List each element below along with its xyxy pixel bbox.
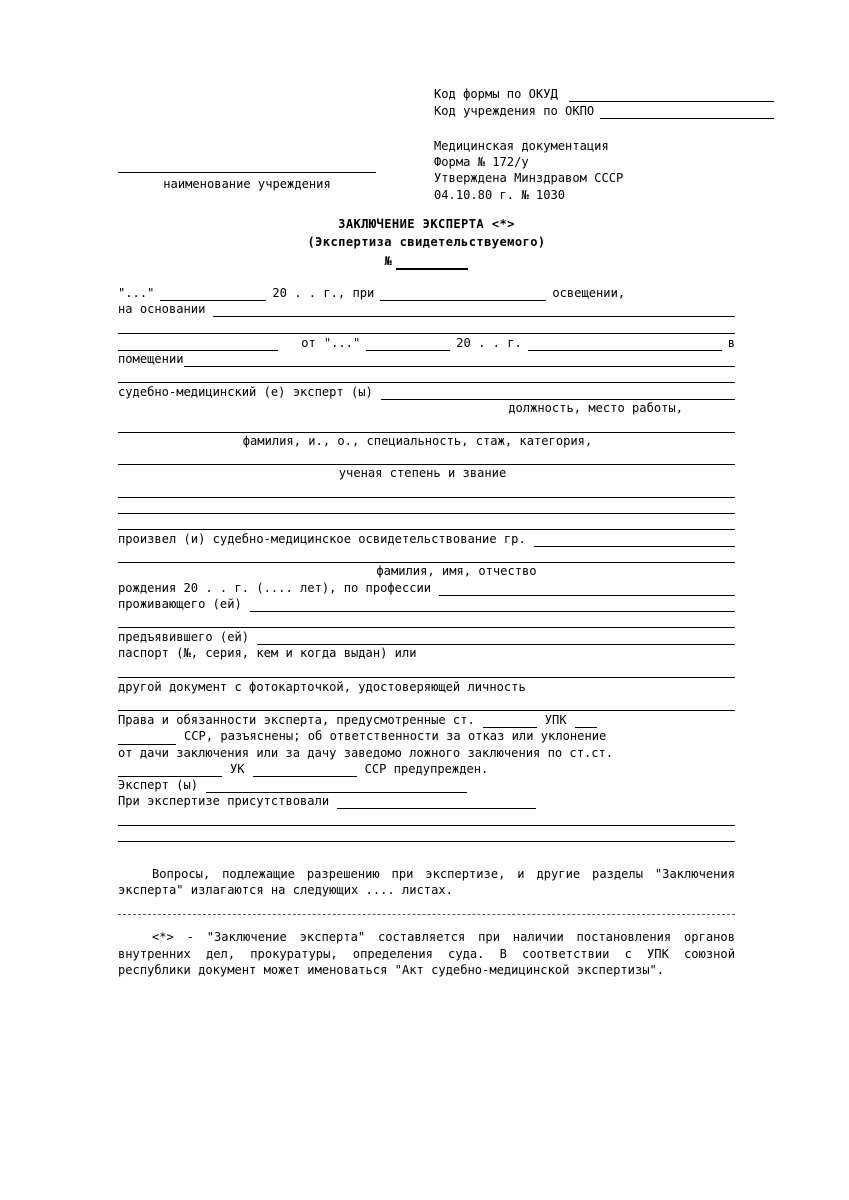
birth-label: рождения 20 . . г. (.... лет), по профессии [118,580,432,595]
date-lighting-row [118,285,735,301]
basis-row [118,301,735,317]
rights-row-2 [118,728,735,744]
presented-label: предъявившего (ей) [118,630,250,645]
birth-row [118,580,735,596]
expert-blank[interactable] [381,387,735,400]
number-prefix-label: № [384,254,393,269]
presented-blank[interactable] [257,632,735,645]
document-subtitle: (Экспертиза свидетельствуемого) [307,235,546,250]
lighting-blank[interactable] [380,288,546,301]
other-doc-blank-line[interactable] [118,695,735,711]
from-document-blank[interactable] [118,338,278,351]
code-okud-label: Код формы по ОКУД [434,87,558,101]
institution-name-caption: наименование учреждения [163,177,331,191]
expert-signature-blank[interactable] [206,780,466,793]
from-quote-marks: "..." [323,335,361,350]
from-date-row [118,335,735,351]
rights-article-blank[interactable] [483,715,537,728]
expert-signature-label: Эксперт (ы) [118,777,199,792]
residing-blank-line-2[interactable] [118,612,735,628]
premises-label: помещении [118,351,184,366]
code-okpo-label: Код учреждения по ОКПО [434,104,595,119]
document-number-row [118,253,735,269]
from-year-label: 20 . . г. [456,335,522,350]
caption-position: должность, место работы, [508,401,683,416]
rights-label-2: ССР, разъяснены; об ответственности за отказ или уклонение [184,729,607,744]
attendees-blank[interactable] [337,796,536,809]
expert-label: судебно-медицинский (е) эксперт (ы) [118,385,373,400]
caption-academic-degree: ученая степень и звание [338,466,507,481]
lighting-suffix-label: освещении, [552,286,626,300]
residing-blank[interactable] [250,599,735,612]
attendees-row [118,793,735,809]
document-number-blank[interactable] [396,256,468,270]
code-okpo-row [434,103,774,119]
rights-uk-republic-blank[interactable] [253,764,357,777]
from-word-label: от [301,335,316,350]
expert-free-line-3[interactable] [118,514,735,530]
form-body [118,285,735,842]
premises-blank-line-2[interactable] [118,367,735,383]
from-month-blank[interactable] [366,338,450,351]
passport-row [118,645,735,661]
performed-citizen-blank[interactable] [534,534,735,547]
code-okud-row [434,86,774,102]
rights-label-3: от дачи заключения или за дачу заведомо ложного заключения по ст.ст. [118,745,614,760]
expert-free-line-2[interactable] [118,498,735,514]
form-codes-block [434,86,774,120]
rights-republic-blank[interactable] [118,732,176,745]
caption-full-name: фамилия, имя, отчество [376,564,537,579]
performed-row [118,531,735,547]
basis-blank-line-2[interactable] [118,317,735,333]
profession-blank[interactable] [439,583,735,596]
residing-row [118,596,735,612]
premises-blank[interactable] [184,354,735,367]
doc-type-label: Медицинская документация [434,139,609,153]
code-okpo-blank[interactable] [600,106,774,119]
in-suffix-label: в [727,335,735,350]
basis-blank[interactable] [213,304,735,317]
attendees-blank-line-1[interactable] [118,809,735,825]
passport-blank-line[interactable] [118,662,735,678]
rights-uk-article-blank[interactable] [118,764,222,777]
premises-row [118,351,735,367]
document-title-block [118,216,735,270]
page-title: ЗАКЛЮЧЕНИЕ ЭКСПЕРТА <*> [338,217,515,231]
footer-notes [118,866,735,978]
attendees-blank-line-2[interactable] [118,826,735,842]
institution-name-block [118,172,376,192]
date-quote-marks: "..." [118,286,155,300]
from-label [286,335,293,351]
expert-signature-row [118,777,735,793]
date-year-label: 20 . . г., при [272,286,375,300]
performed-label: произвел (и) судебно-медицинское освидетельствование гр. [118,531,526,546]
form-number-label: Форма № 172/у [434,155,529,170]
rights-label-4: ССР предупрежден. [364,761,489,776]
attendees-label: При экспертизе присутствовали [118,794,330,809]
code-okud-blank[interactable] [569,89,774,102]
footnote-divider [118,914,735,915]
rights-label-1: Права и обязанности эксперта, предусмотренные ст. [118,713,475,728]
approval-stamp-block [434,138,774,203]
approved-by-label: Утверждена Минздравом СССР [434,171,624,186]
footnote-text: <*> - "Заключение эксперта" составляется при наличии постановления органов внутренних дел, прокуратуры, определения суда. В соответствии с УПК союзной республики документ может именоваться "Акт судебно-медицинской экспертизы". [118,930,735,977]
from-extra-blank[interactable] [528,338,722,351]
other-doc-label: другой документ с фотокарточкой, удостоверяющей личность [118,679,526,694]
rights-uk-label: УК [230,761,245,776]
presented-row [118,629,735,645]
rights-row-4 [118,761,735,777]
institution-name-blank[interactable] [118,172,376,173]
rights-upk-label: УПК [544,713,567,728]
expert-row [118,384,735,400]
expert-free-line-1[interactable] [118,481,735,497]
basis-label: на основании [118,302,206,317]
approved-date-label: 04.10.80 г. № 1030 [434,187,566,202]
performed-blank-line-2[interactable] [118,547,735,563]
other-doc-row [118,679,735,695]
expert-blank-line-2[interactable] [118,417,735,433]
rights-row-3 [118,745,735,761]
residing-label: проживающего (ей) [118,596,242,611]
note-main: Вопросы, подлежащие разрешению при экспертизе, и другие разделы "Заключения эксперта" излагаются на следующих .... листах. [118,867,735,898]
caption-name-speciality: фамилия, и., о., специальность, стаж, категория, [242,433,593,448]
expert-blank-line-3[interactable] [118,449,735,465]
rights-upk-blank[interactable] [575,715,597,728]
passport-label: паспорт (№, серия, кем и когда выдан) или [118,646,417,661]
rights-row-1 [118,712,735,728]
date-month-blank[interactable] [160,288,266,301]
